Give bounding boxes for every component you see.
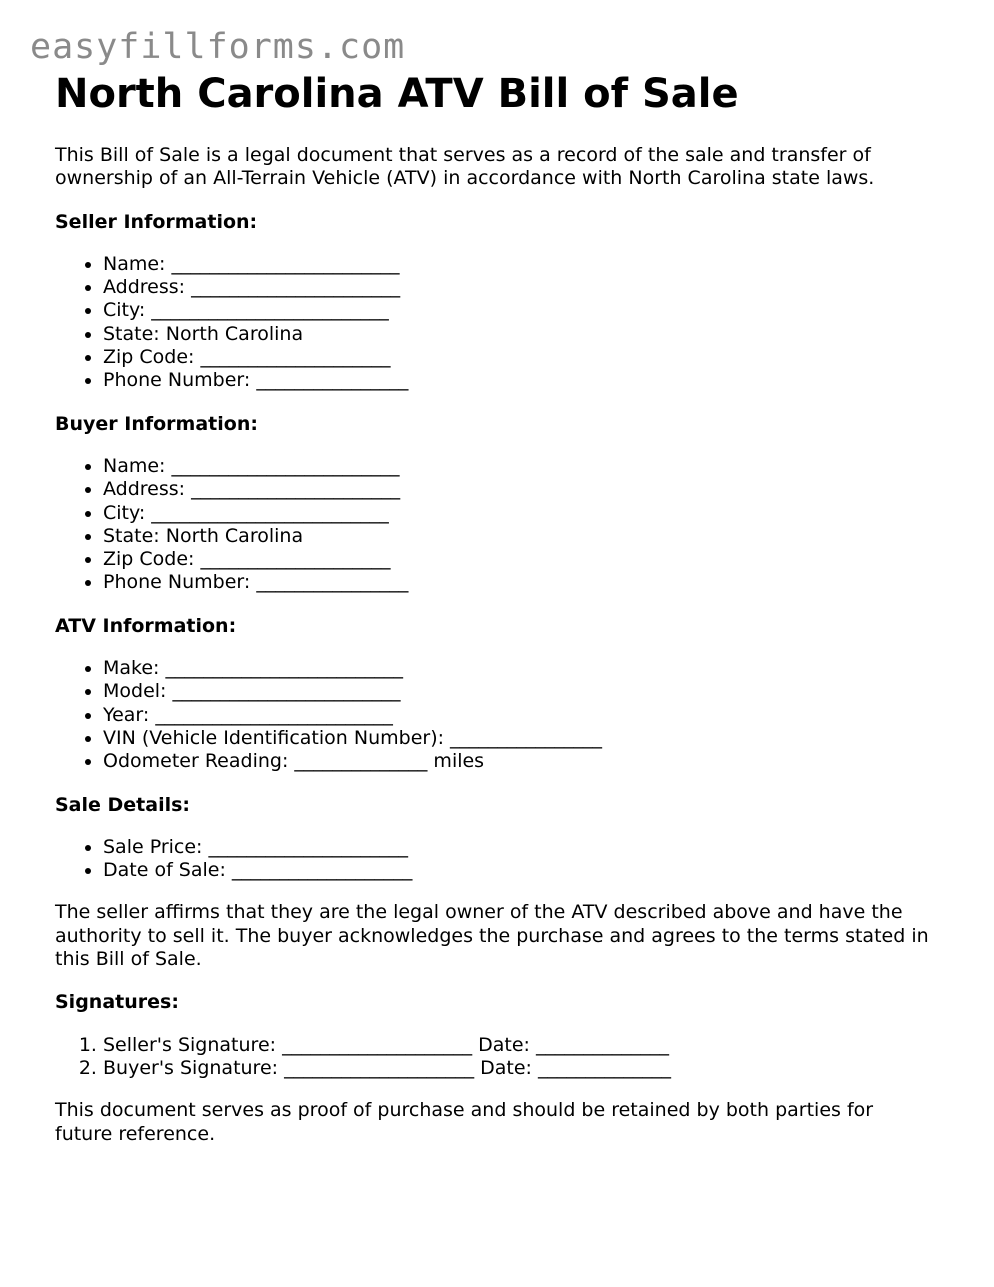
affirmation-paragraph: The seller affirms that they are the legal owner of the ATV described above and have the authority to sell it. The buyer acknowledges the purchase and agrees to the terms stated in this Bill of Sale. [55, 901, 929, 971]
atv-make-field: • Make: _________________________ [103, 657, 935, 680]
seller-phone-field: • Phone Number: ________________ [103, 369, 935, 392]
buyer-zip-field: • Zip Code: ____________________ [103, 548, 935, 571]
buyer-signature-line: 2. Buyer's Signature: ____________________ Date: ______________ [103, 1057, 935, 1080]
sale-price-field: • Sale Price: _____________________ [103, 836, 935, 859]
seller-name-field: • Name: ________________________ [103, 253, 935, 276]
seller-heading: Seller Information: [55, 210, 258, 233]
seller-city-field: • City: _________________________ [103, 299, 935, 322]
document-body [55, 70, 935, 1146]
buyer-list [55, 455, 935, 595]
buyer-phone-field: • Phone Number: ________________ [103, 571, 935, 594]
atv-model-field: • Model: ________________________ [103, 680, 935, 703]
seller-signature-line: 1. Seller's Signature: ____________________ Date: ______________ [103, 1034, 935, 1057]
document-title: North Carolina ATV Bill of Sale [55, 71, 739, 117]
watermark-logo: easyfillforms.com [30, 27, 406, 67]
buyer-address-field: • Address: ______________________ [103, 478, 935, 501]
sale-heading: Sale Details: [55, 793, 191, 816]
buyer-state-field: • State: North Carolina [103, 525, 935, 548]
signatures-list [55, 1034, 935, 1081]
seller-state-field: • State: North Carolina [103, 323, 935, 346]
buyer-name-field: • Name: ________________________ [103, 455, 935, 478]
sale-date-field: • Date of Sale: ___________________ [103, 859, 935, 882]
atv-vin-field: • VIN (Vehicle Identification Number): ________________ [103, 727, 935, 750]
signatures-heading: Signatures: [55, 991, 179, 1014]
seller-zip-field: • Zip Code: ____________________ [103, 346, 935, 369]
seller-list [55, 253, 935, 393]
closing-paragraph: This document serves as proof of purchase and should be retained by both parties for future reference. [55, 1099, 874, 1145]
seller-address-field: • Address: ______________________ [103, 276, 935, 299]
atv-year-field: • Year: _________________________ [103, 704, 935, 727]
atv-heading: ATV Information: [55, 614, 237, 637]
sale-list [55, 836, 935, 883]
intro-paragraph: This Bill of Sale is a legal document that serves as a record of the sale and transfer of ownership of an All-Terrain Vehicle (ATV) in accordance with North Carolina state laws. [55, 144, 875, 190]
atv-odometer-field: • Odometer Reading: ______________ miles [103, 750, 935, 773]
buyer-heading: Buyer Information: [55, 412, 258, 435]
buyer-city-field: • City: _________________________ [103, 502, 935, 525]
atv-list [55, 657, 935, 773]
